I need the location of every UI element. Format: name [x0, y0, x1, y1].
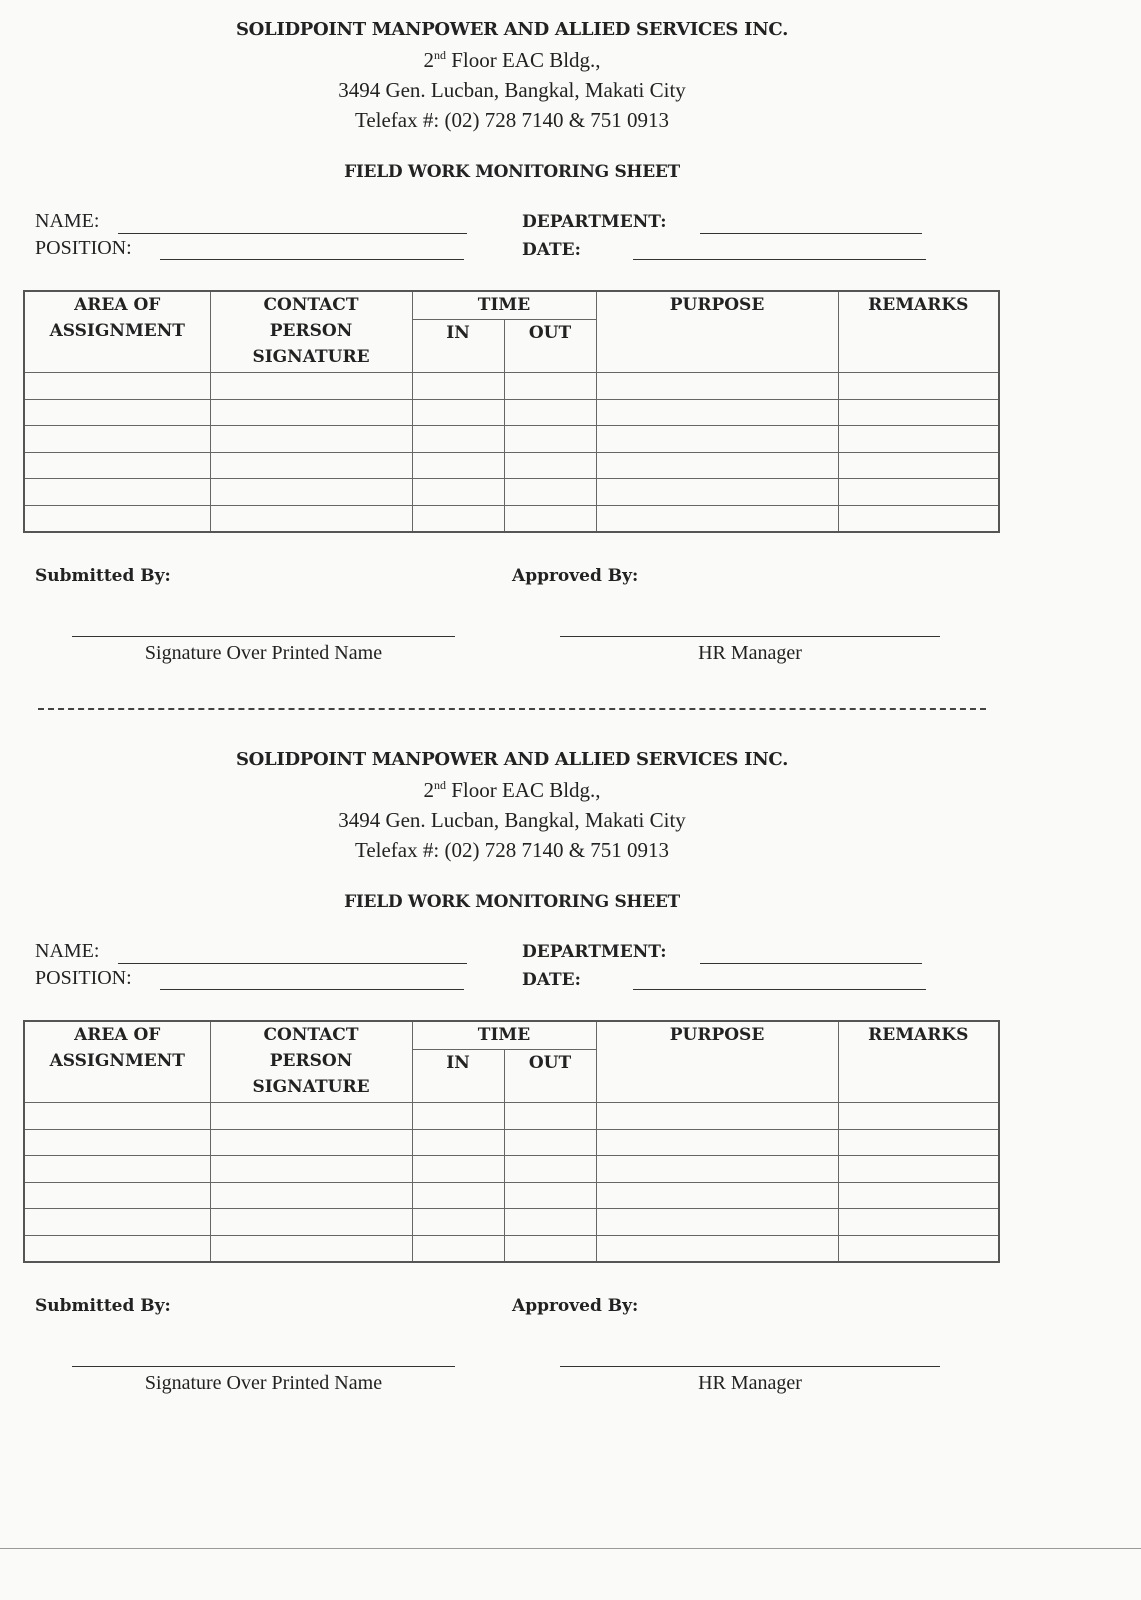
submitter-caption: Signature Over Printed Name [144, 1372, 383, 1394]
address-building: Floor EAC Bldg., [445, 48, 601, 72]
page-edge [0, 1548, 1141, 1549]
cell-area[interactable] [24, 1209, 210, 1236]
submitted-by-label: Submitted By: [35, 566, 171, 586]
cell-time-in[interactable] [412, 1182, 504, 1209]
approved-by-label: Approved By: [512, 1296, 639, 1316]
address-line-2: 3494 Gen. Lucban, Bangkal, Makati City [338, 808, 686, 832]
floor-suffix: nd [433, 48, 446, 62]
cell-time-out[interactable] [504, 1156, 596, 1183]
cell-contact[interactable] [210, 479, 412, 506]
address-building: Floor EAC Bldg., [445, 778, 601, 802]
cell-area[interactable] [24, 479, 210, 506]
floor-suffix: nd [433, 778, 446, 792]
cell-time-in[interactable] [412, 1156, 504, 1183]
cell-contact[interactable] [210, 399, 412, 426]
cell-purpose[interactable] [596, 1182, 838, 1209]
submitted-by-label: Submitted By: [35, 1296, 171, 1316]
submitter-signature-line[interactable] [72, 636, 455, 637]
cell-time-out[interactable] [504, 505, 596, 532]
table-row [24, 1209, 999, 1236]
department-field[interactable] [700, 963, 922, 964]
name-field[interactable] [118, 963, 467, 964]
monitoring-form [0, 0, 1141, 720]
department-label: DEPARTMENT: [522, 942, 667, 962]
cell-contact[interactable] [210, 426, 412, 453]
table-row [24, 452, 999, 479]
header-contact-person-signature: CONTACT PERSON SIGNATURE [210, 1021, 412, 1103]
cell-remarks[interactable] [838, 479, 999, 506]
cell-remarks[interactable] [838, 426, 999, 453]
cell-time-in[interactable] [412, 479, 504, 506]
header-time: TIME [412, 291, 596, 320]
cell-area[interactable] [24, 426, 210, 453]
header-time-out: OUT [504, 1050, 596, 1103]
form-title: FIELD WORK MONITORING SHEET [344, 162, 680, 182]
position-label: POSITION: [35, 237, 132, 259]
cell-time-out[interactable] [504, 1103, 596, 1130]
table-row [24, 1235, 999, 1262]
cell-purpose[interactable] [596, 1235, 838, 1262]
floor-number: 2 [423, 778, 434, 802]
monitoring-table [23, 1020, 1000, 1263]
cell-time-out[interactable] [504, 426, 596, 453]
cell-area[interactable] [24, 1129, 210, 1156]
cell-remarks[interactable] [838, 399, 999, 426]
cell-contact[interactable] [210, 373, 412, 400]
cell-purpose[interactable] [596, 426, 838, 453]
approver-signature-line[interactable] [560, 1366, 940, 1367]
position-label: POSITION: [35, 967, 132, 989]
table-row [24, 1156, 999, 1183]
approver-signature-line[interactable] [560, 636, 940, 637]
cell-purpose[interactable] [596, 1209, 838, 1236]
cell-remarks[interactable] [838, 1156, 999, 1183]
position-field[interactable] [160, 259, 464, 260]
cell-time-in[interactable] [412, 1103, 504, 1130]
position-field[interactable] [160, 989, 464, 990]
cell-time-in[interactable] [412, 1235, 504, 1262]
cell-remarks[interactable] [838, 1182, 999, 1209]
floor-number: 2 [423, 48, 434, 72]
approved-by-label: Approved By: [512, 566, 639, 586]
header-area-of-assignment: AREA OF ASSIGNMENT [24, 1021, 210, 1103]
cell-contact[interactable] [210, 1182, 412, 1209]
header-contact-person-signature: CONTACT PERSON SIGNATURE [210, 291, 412, 373]
table-row [24, 479, 999, 506]
header-time-in: IN [412, 1050, 504, 1103]
monitoring-form [0, 730, 1141, 1450]
cell-purpose[interactable] [596, 505, 838, 532]
date-label: DATE: [522, 240, 581, 260]
cut-line [38, 708, 986, 710]
department-label: DEPARTMENT: [522, 212, 667, 232]
cell-remarks[interactable] [838, 1209, 999, 1236]
submitter-caption: Signature Over Printed Name [144, 642, 383, 664]
department-field[interactable] [700, 233, 922, 234]
telefax: Telefax #: (02) 728 7140 & 751 0913 [354, 838, 670, 862]
approver-caption: HR Manager [698, 642, 802, 664]
cell-area[interactable] [24, 1156, 210, 1183]
header-time-in: IN [412, 320, 504, 373]
cell-time-in[interactable] [412, 426, 504, 453]
cell-contact[interactable] [210, 1235, 412, 1262]
cell-contact[interactable] [210, 1129, 412, 1156]
monitoring-table [23, 290, 1000, 533]
header-remarks: REMARKS [838, 291, 999, 373]
cell-purpose[interactable] [596, 1156, 838, 1183]
cell-time-out[interactable] [504, 479, 596, 506]
cell-purpose[interactable] [596, 452, 838, 479]
cell-time-out[interactable] [504, 1209, 596, 1236]
cell-remarks[interactable] [838, 1235, 999, 1262]
cell-purpose[interactable] [596, 1129, 838, 1156]
name-label: NAME: [35, 940, 100, 962]
form-title: FIELD WORK MONITORING SHEET [344, 892, 680, 912]
address-line-2: 3494 Gen. Lucban, Bangkal, Makati City [338, 78, 686, 102]
table-row [24, 505, 999, 532]
cell-contact[interactable] [210, 1103, 412, 1130]
cell-remarks[interactable] [838, 505, 999, 532]
date-label: DATE: [522, 970, 581, 990]
cell-remarks[interactable] [838, 452, 999, 479]
cell-contact[interactable] [210, 505, 412, 532]
cell-area[interactable] [24, 1182, 210, 1209]
cell-remarks[interactable] [838, 1103, 999, 1130]
header-purpose: PURPOSE [596, 1021, 838, 1103]
cell-area[interactable] [24, 1235, 210, 1262]
name-label: NAME: [35, 210, 100, 232]
cell-time-out[interactable] [504, 1235, 596, 1262]
cell-time-out[interactable] [504, 1129, 596, 1156]
cell-contact[interactable] [210, 1156, 412, 1183]
cell-time-in[interactable] [412, 1209, 504, 1236]
address-line-1 [0, 48, 1024, 73]
cell-time-out[interactable] [504, 1182, 596, 1209]
cell-time-in[interactable] [412, 399, 504, 426]
cell-area[interactable] [24, 505, 210, 532]
cell-time-in[interactable] [412, 505, 504, 532]
table-row [24, 399, 999, 426]
cell-purpose[interactable] [596, 479, 838, 506]
cell-area[interactable] [24, 452, 210, 479]
date-field[interactable] [633, 259, 926, 260]
table-row [24, 426, 999, 453]
cell-time-out[interactable] [504, 452, 596, 479]
table-row [24, 1182, 999, 1209]
header-area-of-assignment: AREA OF ASSIGNMENT [24, 291, 210, 373]
cell-remarks[interactable] [838, 373, 999, 400]
cell-remarks[interactable] [838, 1129, 999, 1156]
cell-purpose[interactable] [596, 373, 838, 400]
cell-area[interactable] [24, 399, 210, 426]
date-field[interactable] [633, 989, 926, 990]
header-time-out: OUT [504, 320, 596, 373]
company-name: SOLIDPOINT MANPOWER AND ALLIED SERVICES INC. [235, 749, 789, 770]
address-line-1 [0, 778, 1024, 803]
table-row [24, 373, 999, 400]
cell-time-in[interactable] [412, 1129, 504, 1156]
cell-time-in[interactable] [412, 373, 504, 400]
cell-time-out[interactable] [504, 399, 596, 426]
header-remarks: REMARKS [838, 1021, 999, 1103]
cell-contact[interactable] [210, 1209, 412, 1236]
cell-contact[interactable] [210, 452, 412, 479]
cell-time-out[interactable] [504, 373, 596, 400]
cell-area[interactable] [24, 373, 210, 400]
name-field[interactable] [118, 233, 467, 234]
cell-area[interactable] [24, 1103, 210, 1130]
cell-purpose[interactable] [596, 1103, 838, 1130]
approver-caption: HR Manager [698, 1372, 802, 1394]
table-row [24, 1103, 999, 1130]
header-purpose: PURPOSE [596, 291, 838, 373]
cell-purpose[interactable] [596, 399, 838, 426]
company-name: SOLIDPOINT MANPOWER AND ALLIED SERVICES INC. [235, 19, 789, 40]
submitter-signature-line[interactable] [72, 1366, 455, 1367]
cell-time-in[interactable] [412, 452, 504, 479]
telefax: Telefax #: (02) 728 7140 & 751 0913 [354, 108, 670, 132]
table-row [24, 1129, 999, 1156]
header-time: TIME [412, 1021, 596, 1050]
